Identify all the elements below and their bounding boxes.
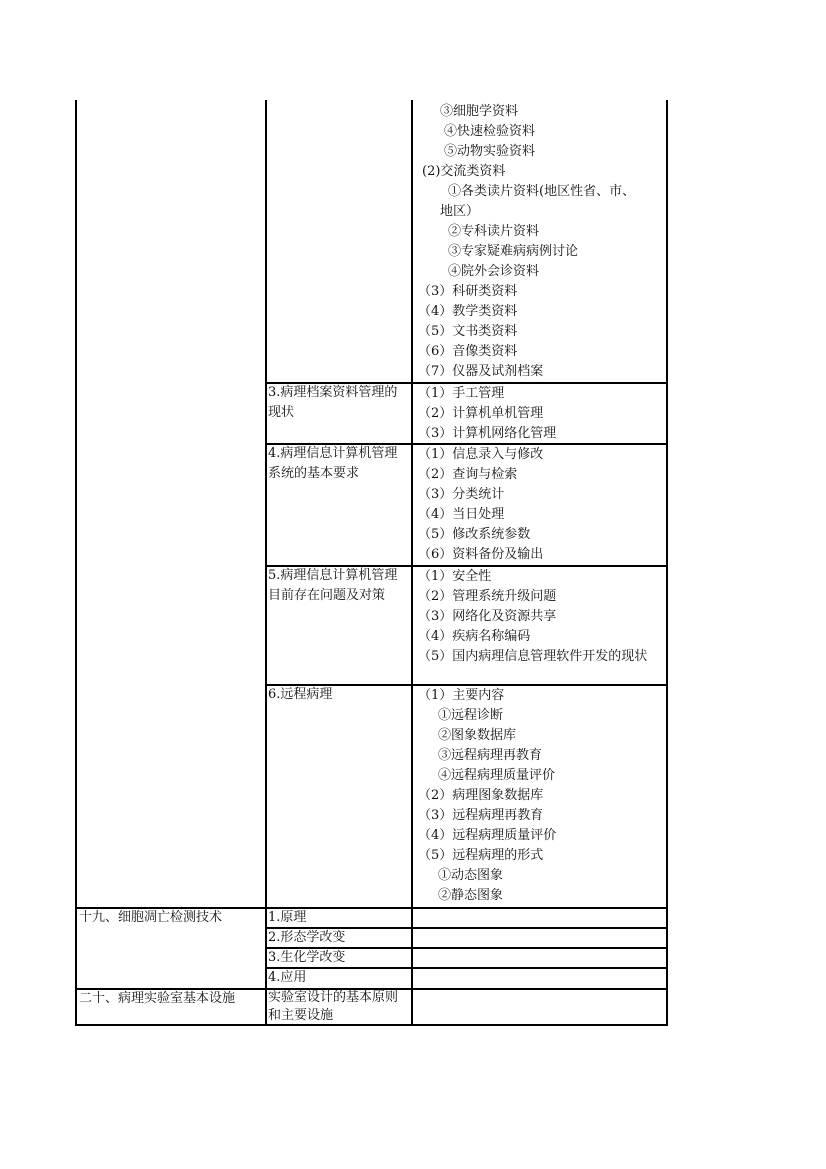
content-cell (418, 445, 543, 565)
content-cell-continued (418, 102, 635, 382)
list-item: ②图象数据库 (438, 728, 517, 743)
subtopic-cell: 4.病理信息计算机管理系统的基本要求 (268, 446, 398, 481)
table-border-col3 (411, 100, 413, 1026)
list-item: (2)交流类资料 (422, 164, 506, 179)
list-item: （3）计算机网络化管理 (418, 426, 557, 441)
table-border-right (666, 100, 668, 1026)
subtopic-cell: 2.形态学改变 (268, 930, 346, 945)
subtopic-cell: 3.病理档案资料管理的现状 (268, 385, 398, 420)
list-item: （2）查询与检索 (418, 467, 518, 482)
list-item: （5）国内病理信息管理软件开发的现状 (418, 649, 648, 664)
subtopic-cell: 5.病理信息计算机管理目前存在问题及对策 (268, 568, 398, 603)
list-item: （1）安全性 (418, 569, 492, 584)
list-item: ②专科读片资料 (448, 224, 540, 239)
subtopic-cell: 实验室设计的基本原则和主要设施 (268, 990, 399, 1023)
list-item: （4）教学类资料 (418, 304, 518, 319)
list-item: ①动态图象 (438, 868, 504, 883)
list-item: ①远程诊断 (438, 708, 504, 723)
list-item: （4）当日处理 (418, 507, 505, 522)
list-item: ④远程病理质量评价 (438, 768, 556, 783)
list-item: （5）文书类资料 (418, 324, 518, 339)
list-item: （3）科研类资料 (418, 284, 518, 299)
list-item: （6）资料备份及输出 (418, 547, 544, 562)
list-item: ③细胞学资料 (440, 104, 519, 119)
section-title: 二十、病理实验室基本设施 (79, 991, 236, 1006)
list-item: （4）疾病名称编码 (418, 629, 531, 644)
list-item: 地区） (440, 204, 480, 219)
list-item: （3）网络化及资源共享 (418, 609, 557, 624)
table-border-col2 (265, 100, 267, 1026)
content-cell (418, 384, 556, 444)
list-item: ①各类读片资料(地区性省、市、 (448, 184, 636, 199)
list-item: （5）远程病理的形式 (418, 848, 544, 863)
subtopic-cell: 3.生化学改变 (268, 950, 346, 965)
table-border-left (75, 100, 77, 1026)
list-item: （2）管理系统升级问题 (418, 589, 557, 604)
list-item: （7）仪器及试剂档案 (418, 364, 544, 379)
content-cell (418, 686, 556, 906)
list-item: ⑤动物实验资料 (444, 144, 536, 159)
list-item: ③远程病理再教育 (438, 748, 543, 763)
list-item: （5）修改系统参数 (418, 527, 531, 542)
list-item: （1）信息录入与修改 (418, 447, 544, 462)
content-cell (418, 567, 556, 647)
list-item: （1）主要内容 (418, 688, 505, 703)
section-title: 十九、细胞凋亡检测技术 (79, 910, 223, 925)
list-item: （3）分类统计 (418, 487, 505, 502)
list-item: （4）远程病理质量评价 (418, 828, 557, 843)
list-item: ③专家疑难病病例讨论 (448, 244, 579, 259)
subtopic-cell: 6.远程病理 (268, 687, 333, 702)
list-item: ②静态图象 (438, 888, 504, 903)
list-item: （2）病理图象数据库 (418, 788, 544, 803)
list-item: ④快速检验资料 (444, 124, 536, 139)
list-item: （3）远程病理再教育 (418, 808, 544, 823)
subtopic-cell: 4.应用 (268, 970, 307, 985)
list-item: （1）手工管理 (418, 386, 505, 401)
list-item: ④院外会诊资料 (448, 264, 540, 279)
list-item: （6）音像类资料 (418, 344, 518, 359)
subtopic-cell: 1.原理 (268, 910, 307, 925)
list-item: （2）计算机单机管理 (418, 406, 544, 421)
